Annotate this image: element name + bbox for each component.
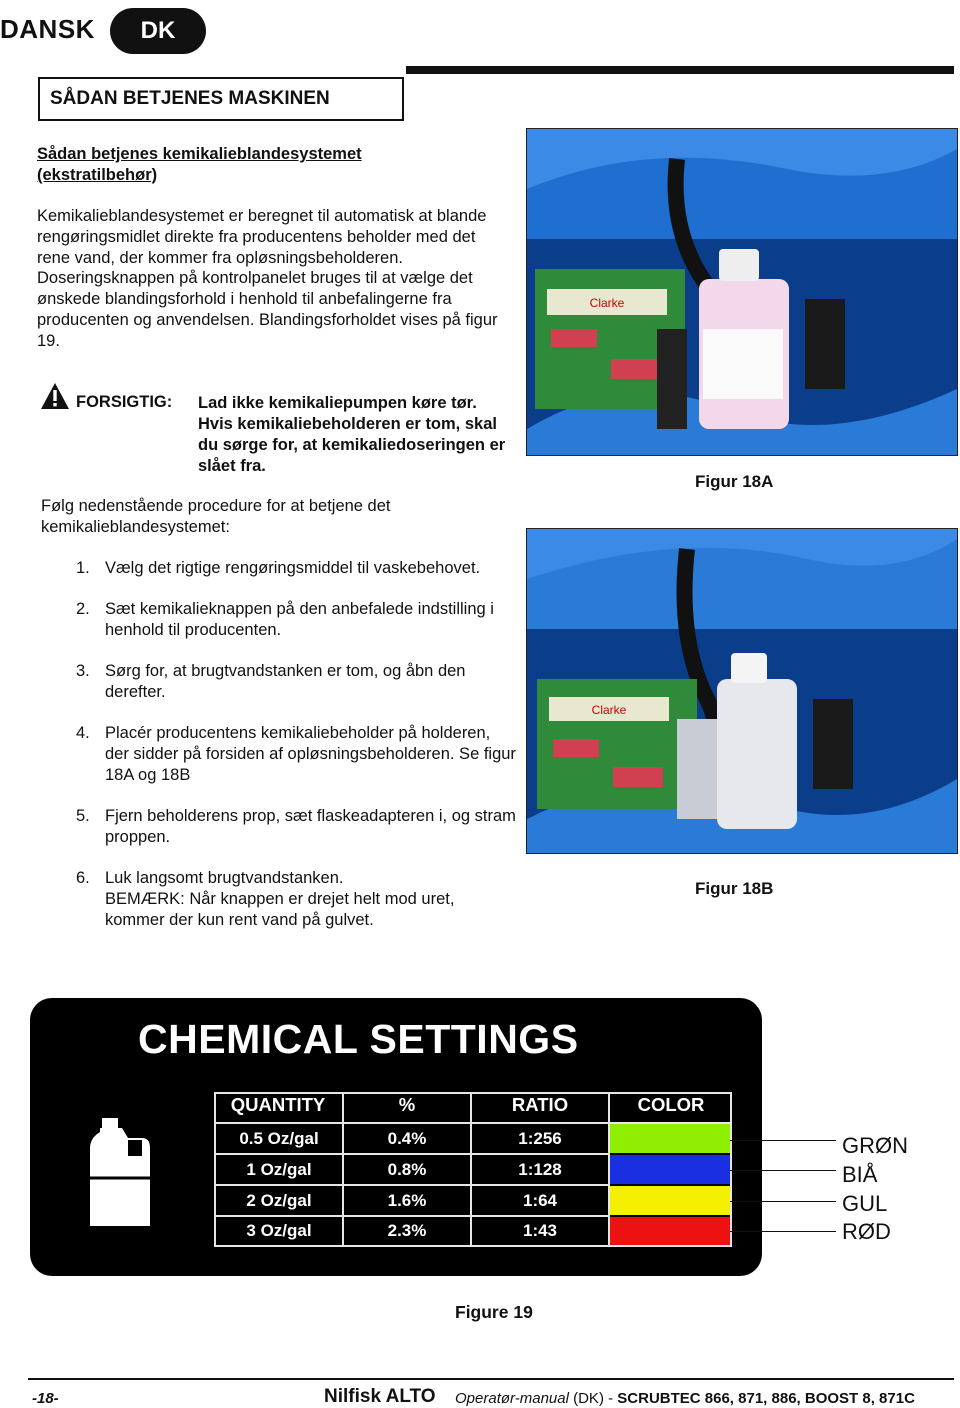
caution-text: Lad ikke kemikaliepumpen køre tør. Hvis kemikaliebeholderen er tom, skal du sørge for, at kemikaliedoseringen er slået fra.: [198, 394, 506, 475]
figure-18b-photo: [526, 528, 958, 854]
table-cell-percent: 2.3%: [387, 1221, 427, 1240]
table-cell-quantity: 3 Oz/gal: [246, 1221, 312, 1240]
header-rule: [406, 66, 954, 74]
caution-label: FORSIGTIG:: [76, 393, 173, 411]
warning-triangle-icon: [40, 382, 70, 410]
language-label: DANSK: [0, 14, 95, 44]
brand-name: Nilfisk ALTO: [324, 1386, 436, 1407]
step-text: Vælg det rigtige rengøringsmiddel til vaskebehovet.: [105, 559, 481, 577]
color-swatch-yellow: [610, 1186, 730, 1215]
subheading: [37, 144, 457, 186]
photo-label-2: Clarke: [591, 703, 627, 717]
manual-language: (DK) -: [573, 1390, 614, 1407]
procedure-intro: Følg nedenstående procedure for at betjene det kemikalieblandesystemet:: [41, 497, 391, 536]
step-number: 2.: [76, 600, 90, 618]
table-cell-quantity: 1 Oz/gal: [246, 1160, 312, 1179]
column-header-quantity: QUANTITY: [230, 1094, 326, 1115]
leader-line: [730, 1231, 836, 1232]
column-header-ratio: RATIO: [511, 1094, 569, 1115]
table-rule: [214, 1245, 732, 1247]
color-name-green: GRØN: [842, 1133, 908, 1158]
chemical-settings-title: CHEMICAL SETTINGS: [138, 1016, 579, 1062]
step-note: BEMÆRK: Når knappen er drejet helt mod uret, kommer der kun rent vand på gulvet.: [105, 890, 455, 929]
section-title-box: [38, 77, 404, 121]
step-text: Placér producentens kemikaliebeholder på holderen, der sidder på forsiden af opløsningsbeholderen. Se figur 18A og 18B: [105, 724, 516, 784]
language-code-badge: DK: [110, 8, 206, 54]
step-item: [76, 661, 516, 703]
step-number: 4.: [76, 724, 90, 742]
table-cell-percent: 0.8%: [387, 1160, 427, 1179]
model-list: SCRUBTEC 866, 871, 886, BOOST 8, 871C: [617, 1390, 915, 1407]
color-swatch-green: [610, 1124, 730, 1153]
leader-line: [730, 1170, 836, 1171]
table-cell-ratio: 1:128: [518, 1160, 562, 1179]
leader-line: [730, 1201, 836, 1202]
step-text: Luk langsomt brugtvandstanken.: [105, 869, 344, 887]
color-name-red: RØD: [842, 1219, 891, 1244]
procedure-steps: [76, 558, 516, 931]
table-cell-ratio: 1:43: [522, 1221, 558, 1240]
column-header-color: COLOR: [637, 1094, 705, 1115]
color-name-yellow: GUL: [842, 1191, 888, 1216]
subheading-line-1: Sådan betjenes kemikalieblandesystemet: [37, 145, 362, 163]
step-number: 5.: [76, 807, 90, 825]
table-cell-percent: 0.4%: [387, 1129, 427, 1148]
color-swatch-blue: [610, 1155, 730, 1184]
leader-line: [730, 1140, 836, 1141]
figure-18b-caption: Figur 18B: [695, 879, 774, 898]
table-rule: [214, 1184, 610, 1186]
intro-paragraph: Kemikalieblandesystemet er beregnet til automatisk at blande rengøringsmidlet direkte fra producentens beholder med det rene vand, der kommer fra opløsningsbeholderen. Doseringsknappen på kontrolpanelet bruges til at vælge det ønskede blandingsforhold i henhold til anbefalingerne fra producenten og anvendelsen. Blandingsforholdet vises på figur 19.: [37, 207, 498, 350]
column-header-percent: %: [398, 1094, 416, 1115]
figure-18a-caption: Figur 18A: [695, 472, 774, 491]
step-item: [76, 599, 516, 641]
table-cell-percent: 1.6%: [387, 1191, 427, 1210]
subheading-line-2: (ekstratilbehør): [37, 166, 158, 184]
table-rule: [214, 1153, 610, 1155]
step-text: Sørg for, at brugtvandstanken er tom, og åbn den derefter.: [105, 662, 466, 701]
step-number: 3.: [76, 662, 90, 680]
manual-title: Operatør-manual: [455, 1390, 569, 1407]
step-item: [76, 806, 516, 848]
table-rule: [214, 1092, 732, 1094]
step-text: Sæt kemikalieknappen på den anbefalede indstilling i henhold til producenten.: [105, 600, 494, 639]
table-cell-ratio: 1:64: [522, 1191, 558, 1210]
color-name-blue: BIÅ: [842, 1162, 878, 1187]
table-cell-ratio: 1:256: [518, 1129, 562, 1148]
table-rule: [214, 1215, 610, 1217]
color-swatch-red: [610, 1217, 730, 1245]
manual-info: [455, 1390, 915, 1407]
step-item: [76, 868, 516, 931]
footer-rule: [28, 1378, 954, 1380]
step-number: 1.: [76, 559, 90, 577]
chemical-jug-icon: [88, 1118, 152, 1226]
table-cell-quantity: 2 Oz/gal: [246, 1191, 312, 1210]
figure-19-caption: Figure 19: [455, 1302, 533, 1322]
table-cell-quantity: 0.5 Oz/gal: [239, 1129, 319, 1148]
page-number: -18-: [32, 1390, 59, 1407]
section-title: SÅDAN BETJENES MASKINEN: [50, 88, 330, 109]
photo-label-1: Clarke: [589, 296, 625, 310]
step-number: 6.: [76, 869, 90, 887]
step-item: [76, 723, 516, 786]
figure-18a-photo: [526, 128, 958, 456]
step-item: [76, 558, 516, 579]
step-text: Fjern beholderens prop, sæt flaskeadapteren i, og stram proppen.: [105, 807, 516, 846]
